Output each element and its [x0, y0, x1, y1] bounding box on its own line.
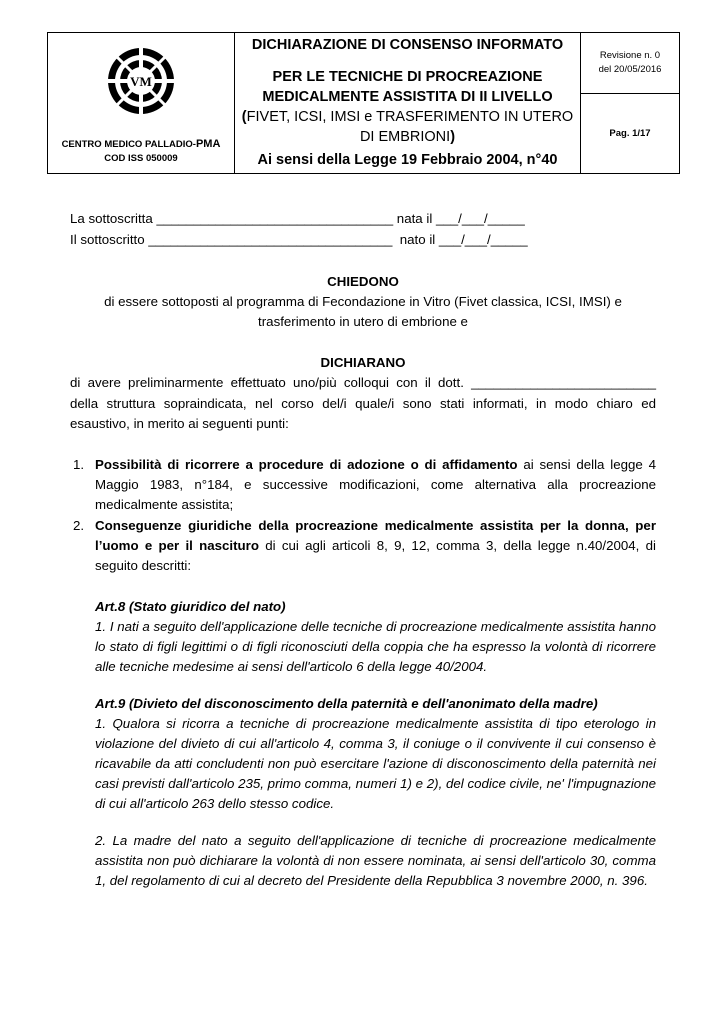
list-item — [70, 455, 656, 515]
page-number: Pag. 1/17 — [581, 94, 680, 174]
chiedono-line2: trasferimento in utero di embrione e — [258, 314, 468, 329]
article-heading: Art.9 (Divieto del disconoscimento della paternità e dell'anonimato della madre) — [95, 696, 598, 711]
logo-cell — [48, 33, 235, 174]
list-item-number: 1. — [73, 457, 85, 472]
article-9 — [95, 694, 656, 891]
dichiarano-line3: esaustivo, in merito ai seguenti punti: — [70, 416, 289, 431]
logo-monogram: VM — [130, 73, 152, 89]
revision-date: del 20/05/2016 — [598, 64, 662, 75]
document-subtitle-line2: MEDICALMENTE ASSISTITA DI II LIVELLO — [262, 89, 553, 105]
signatory-female-line: La sottoscritta ________________________________ nata il ___/___/_____ — [70, 211, 525, 226]
document-subtitle-line1: PER LE TECNICHE DI PROCREAZIONE — [272, 69, 543, 85]
center-name — [62, 137, 221, 166]
list-item-number: 2. — [73, 518, 85, 533]
article-paragraph: 2. La madre del nato a seguito dell'applicazione di tecniche di procreazione medicalmente assistita non può dichiarare la volontà di non essere nominata, ai sensi dell'articolo 30, comma 1, del regolamento di cui al decreto del Presidente della Repubblica 3 novembre 2000, n. 396. — [95, 833, 656, 888]
article-paragraph: 1. I nati a seguito dell'applicazione delle tecniche di procreazione medicalmente assistita hanno lo stato di figli legittimi o di figli riconosciuti della coppia che ha espresso la volontà di ricorrere alle tecniche medesime ai sensi dell'articolo 6 della legge 40/2004. — [95, 619, 656, 674]
legal-reference: Ai sensi della Legge 19 Febbraio 2004, n°40 — [257, 152, 558, 168]
chiedono-line1: di essere sottoposti al programma di Fecondazione in Vitro (Fivet classica, ICSI, IMSI) e — [104, 294, 622, 309]
dichiarano-line1: di avere preliminarmente effettuato uno/più colloqui con il dott. _________________________ — [70, 375, 656, 390]
clinic-logo — [105, 45, 177, 117]
document-subtitle-line3: (FIVET, ICSI, IMSI e TRASFERIMENTO IN UTERO — [241, 109, 574, 125]
article-8 — [95, 597, 656, 677]
revision-cell — [581, 33, 680, 94]
signatory-male-line: Il sottoscritto _________________________________ nato il ___/___/_____ — [70, 232, 528, 247]
chiedono-heading: CHIEDONO — [327, 274, 399, 289]
list-item-text: ai sensi della legge 4 Maggio 1983, n°184, e successive modificazioni, come alternativa alla procreazione medicalmente assistita; — [95, 457, 657, 512]
list-item — [70, 516, 656, 576]
dichiarano-line2: della struttura sopraindicata, nel corso del/i quale/i sono stati informati, in modo chiaro ed — [70, 396, 656, 411]
revision-number: Revisione n. 0 — [599, 50, 661, 61]
document-title: DICHIARAZIONE DI CONSENSO INFORMATO — [251, 37, 564, 53]
center-name-line1: CENTRO MEDICO PALLADIO- — [61, 138, 196, 150]
list-item-text: di cui agli articoli 8, 9, 12, comma 3, della legge n.40/2004, di seguito descritti: — [95, 538, 656, 573]
center-iss-code: COD ISS 050009 — [104, 152, 178, 164]
list-item-bold: Possibilità di ricorrere a procedure di adozione o di affidamento — [95, 457, 518, 472]
document-header — [47, 32, 680, 174]
article-paragraph: 1. Qualora si ricorra a tecniche di procreazione medicalmente assistita di tipo eterologo in violazione del divieto di cui all'articolo 4, comma 3, il coniuge o il convivente il cui consenso è ricavabile da atti concludenti non può esercitare l'azione di disconoscimento della paternità nei casi previsti dall'articolo 235, primo comma, numeri 1) e 2), del codice civile, ne' l'impugnazione di cui all'articolo 263 dello stesso codice. — [95, 716, 656, 811]
document-subtitle-line4: DI EMBRIONI) — [359, 129, 456, 145]
list-item-bold: Conseguenze giuridiche della procreazione medicalmente assistita per la donna, per l’uomo e per il nascituro — [95, 518, 656, 553]
title-cell — [235, 33, 581, 174]
article-heading: Art.8 (Stato giuridico del nato) — [95, 599, 286, 614]
dichiarano-heading: DICHIARANO — [320, 355, 406, 370]
center-name-pma: PMA — [195, 137, 221, 150]
